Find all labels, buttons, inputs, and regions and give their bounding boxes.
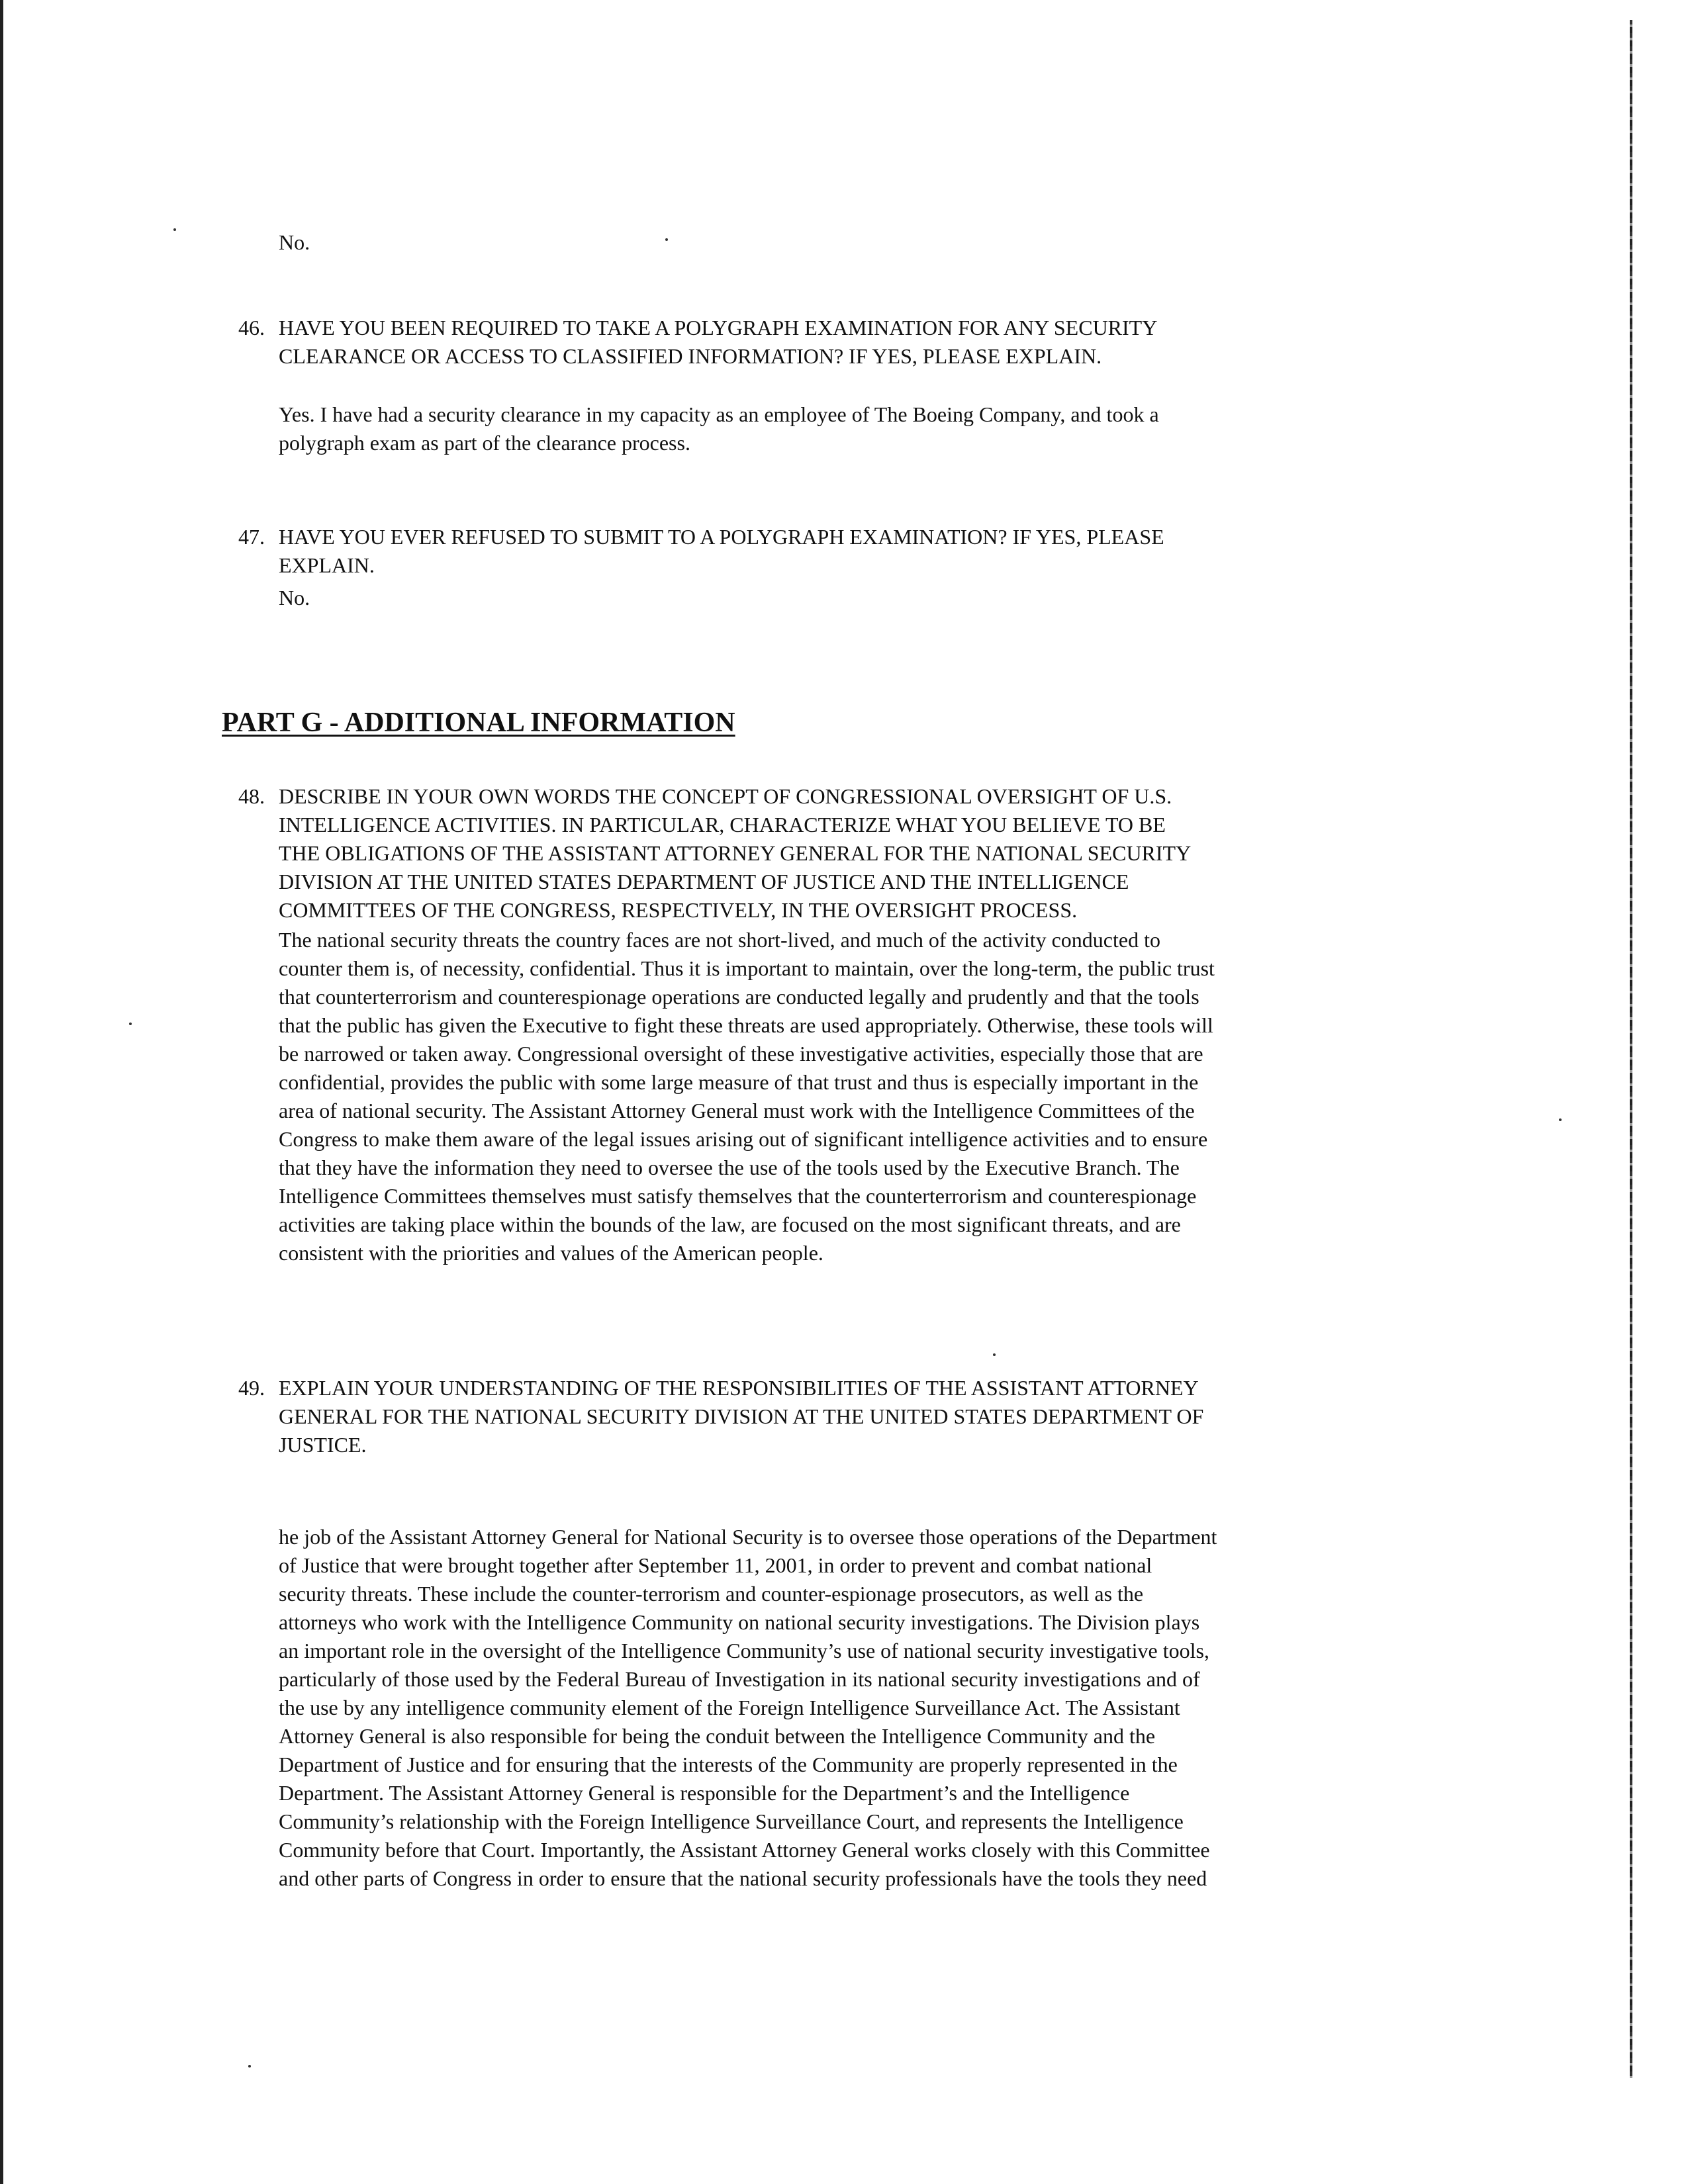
question-text xyxy=(279,314,1157,371)
text-line: particularly of those used by the Federal Bureau of Investigation in its national security investigations and of xyxy=(279,1667,1200,1691)
text-line: and other parts of Congress in order to ensure that the national security professionals have the tools they need xyxy=(279,1866,1207,1890)
text-line: the use by any intelligence community element of the Foreign Intelligence Surveillance Act. The Assistant xyxy=(279,1696,1180,1719)
section-heading: PART G - ADDITIONAL INFORMATION xyxy=(222,707,735,738)
text-line: No. xyxy=(279,586,310,610)
scan-speck xyxy=(993,1353,996,1356)
text-line: DIVISION AT THE UNITED STATES DEPARTMENT OF JUSTICE AND THE INTELLIGENCE xyxy=(279,870,1129,893)
text-line: Attorney General is also responsible for being the conduit between the Intelligence Community and the xyxy=(279,1724,1156,1748)
text-line: Community before that Court. Importantly, the Assistant Attorney General works closely with this Committee xyxy=(279,1838,1210,1862)
text-line: THE OBLIGATIONS OF THE ASSISTANT ATTORNEY GENERAL FOR THE NATIONAL SECURITY xyxy=(279,841,1192,865)
text-line: confidential, provides the public with some large measure of that trust and thus is especially important in the xyxy=(279,1070,1199,1094)
text-line: Department of Justice and for ensuring that the interests of the Community are properly represented in the xyxy=(279,1752,1178,1776)
text-line: Community’s relationship with the Foreign Intelligence Surveillance Court, and represents the Intelligence xyxy=(279,1809,1184,1833)
answer-text xyxy=(279,400,1159,457)
question-number: 46. xyxy=(238,316,265,340)
scan-speck xyxy=(173,228,176,231)
answer-text xyxy=(279,584,310,612)
text-line: DESCRIBE IN YOUR OWN WORDS THE CONCEPT OF CONGRESSIONAL OVERSIGHT OF U.S. xyxy=(279,784,1172,808)
question-number: 48. xyxy=(238,784,265,808)
text-line: be narrowed or taken away. Congressional oversight of these investigative activities, especially those that are xyxy=(279,1042,1203,1066)
text-line: GENERAL FOR THE NATIONAL SECURITY DIVISION AT THE UNITED STATES DEPARTMENT OF xyxy=(279,1404,1204,1428)
scan-speck xyxy=(1559,1118,1562,1121)
answer-text xyxy=(279,228,310,257)
question-text xyxy=(279,523,1164,580)
text-line: COMMITTEES OF THE CONGRESS, RESPECTIVELY, IN THE OVERSIGHT PROCESS. xyxy=(279,898,1078,922)
text-line: that they have the information they need to oversee the use of the tools used by the Executive Branch. The xyxy=(279,1156,1180,1179)
scan-speck xyxy=(248,2065,251,2068)
scan-speck xyxy=(129,1023,132,1025)
text-line: an important role in the oversight of the Intelligence Community’s use of national security investigative tools, xyxy=(279,1639,1209,1662)
text-line: consistent with the priorities and values of the American people. xyxy=(279,1241,823,1265)
text-line: security threats. These include the counter-terrorism and counter-espionage prosecutors, as well as the xyxy=(279,1582,1144,1606)
text-line: polygraph exam as part of the clearance process. xyxy=(279,431,690,455)
question-text xyxy=(279,1374,1203,1459)
text-line: Yes. I have had a security clearance in my capacity as an employee of The Boeing Company, and took a xyxy=(279,402,1159,426)
text-line: attorneys who work with the Intelligence Community on national security investigations. The Division plays xyxy=(279,1610,1200,1634)
text-line: EXPLAIN. xyxy=(279,553,375,577)
text-line: The national security threats the country faces are not short-lived, and much of the activity conducted to xyxy=(279,928,1160,952)
question-number: 47. xyxy=(238,525,265,549)
text-line: HAVE YOU EVER REFUSED TO SUBMIT TO A POLYGRAPH EXAMINATION? IF YES, PLEASE xyxy=(279,525,1164,549)
text-line: No. xyxy=(279,230,310,254)
text-line: that the public has given the Executive to fight these threats are used appropriately. Otherwise, these tools will xyxy=(279,1013,1213,1037)
text-line: of Justice that were brought together after September 11, 2001, in order to prevent and combat national xyxy=(279,1553,1152,1577)
text-line: Intelligence Committees themselves must satisfy themselves that the counterterrorism and counterespionage xyxy=(279,1184,1197,1208)
scan-edge-right xyxy=(1630,20,1632,2078)
scan-edge-left xyxy=(0,0,3,2184)
text-line: area of national security. The Assistant Attorney General must work with the Intelligence Committees of the xyxy=(279,1099,1195,1122)
text-line: counter them is, of necessity, confidential. Thus it is important to maintain, over the long-term, the public trust xyxy=(279,956,1215,980)
question-number: 49. xyxy=(238,1376,265,1400)
text-line: activities are taking place within the bounds of the law, are focused on the most significant threats, and are xyxy=(279,1212,1181,1236)
text-line: CLEARANCE OR ACCESS TO CLASSIFIED INFORMATION? IF YES, PLEASE EXPLAIN. xyxy=(279,344,1102,368)
scan-speck xyxy=(665,238,668,241)
answer-text xyxy=(279,1523,1217,1893)
text-line: INTELLIGENCE ACTIVITIES. IN PARTICULAR, CHARACTERIZE WHAT YOU BELIEVE TO BE xyxy=(279,813,1166,837)
question-text xyxy=(279,782,1191,925)
text-line: that counterterrorism and counterespionage operations are conducted legally and prudently and that the tools xyxy=(279,985,1199,1009)
text-line: Congress to make them aware of the legal issues arising out of significant intelligence activities and to ensure xyxy=(279,1127,1208,1151)
text-line: JUSTICE. xyxy=(279,1433,367,1457)
answer-text xyxy=(279,926,1215,1267)
text-line: he job of the Assistant Attorney General for National Security is to oversee those operations of the Department xyxy=(279,1525,1217,1549)
text-line: EXPLAIN YOUR UNDERSTANDING OF THE RESPONSIBILITIES OF THE ASSISTANT ATTORNEY xyxy=(279,1376,1199,1400)
text-line: Department. The Assistant Attorney General is responsible for the Department’s and the Intelligence xyxy=(279,1781,1130,1805)
text-line: HAVE YOU BEEN REQUIRED TO TAKE A POLYGRAPH EXAMINATION FOR ANY SECURITY xyxy=(279,316,1158,340)
